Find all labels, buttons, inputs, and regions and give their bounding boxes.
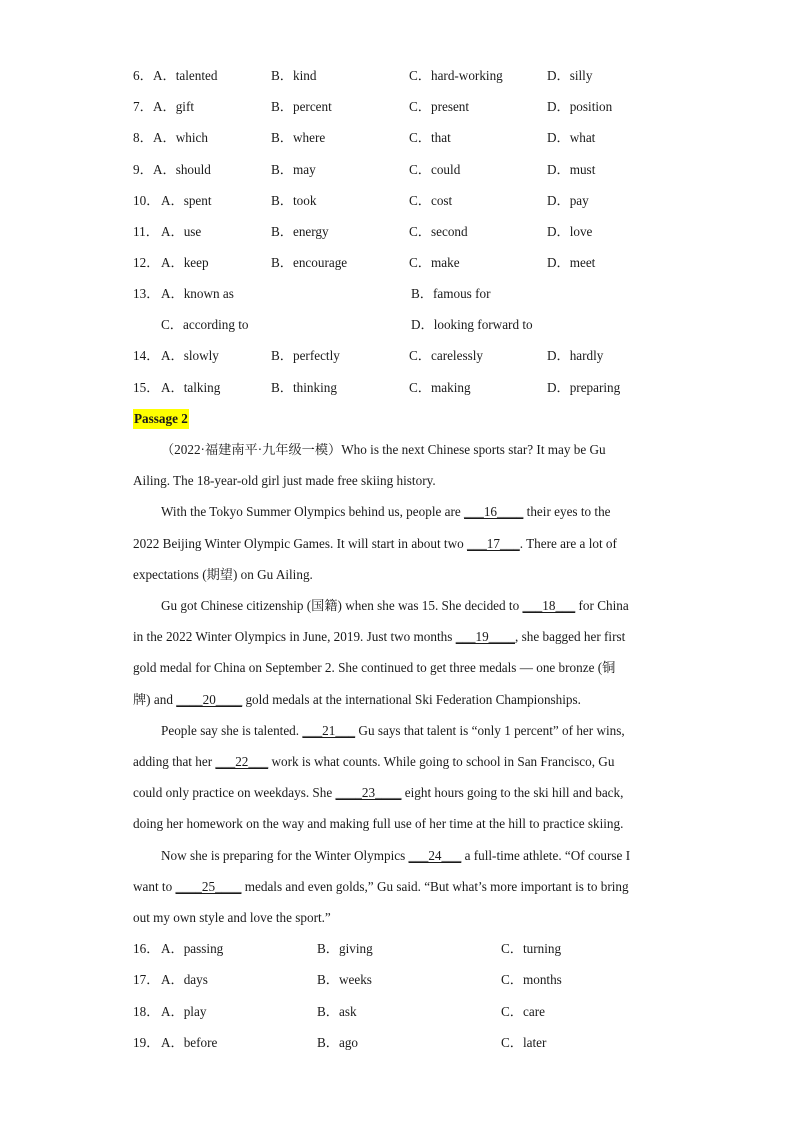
option-b: B．famous for (411, 286, 491, 301)
option-a: A．before (161, 1034, 218, 1050)
option-d: D．preparing (547, 379, 621, 395)
passage-line (161, 440, 689, 460)
question-row-13 (133, 284, 661, 304)
question-number: 8． (133, 130, 153, 146)
passage-line (133, 690, 661, 710)
question-number: 19． (133, 1034, 160, 1050)
option-a: A．known as (161, 286, 234, 301)
option-d: D．looking forward to (411, 317, 533, 332)
question-number: 7． (133, 99, 153, 115)
answer-blank: ___21___ (302, 722, 356, 738)
passage-line (133, 877, 661, 897)
question-number: 16． (133, 941, 160, 956)
passage-line (161, 596, 689, 616)
answer-blank: ___22___ (215, 754, 269, 769)
option-b: B．where (271, 130, 326, 146)
passage-text-run: People say she is talented. (161, 722, 303, 738)
passage-text-run: out my own style and love the sport.” (133, 910, 331, 925)
option-a: A．spent (161, 192, 212, 208)
option-b: B．kind (271, 68, 317, 83)
answer-blank: ___17___ (467, 535, 520, 551)
answer-blank: ___24___ (408, 847, 462, 863)
option-d: D．position (547, 99, 613, 115)
option-b: B．perfectly (271, 348, 340, 363)
option-d: D．love (547, 224, 593, 239)
passage-text-run: With the Tokyo Summer Olympics behind us, people are (161, 504, 465, 520)
option-c: C．according to (161, 317, 249, 332)
passage-text-run: 2022 Beijing Winter Olympic Games. It will start in about two (133, 535, 467, 551)
passage-text-run: work is what counts. While going to school in San Francisco, Gu (268, 754, 615, 769)
question-row (133, 66, 673, 86)
question-number: 15． (133, 379, 160, 395)
question-number: 13． (133, 286, 160, 301)
option-a: A．talking (161, 379, 221, 395)
passage-text-run: Gu got Chinese citizenship (国籍) when she was 15. She decided to (161, 598, 523, 613)
answer-blank: ____25____ (175, 878, 242, 894)
option-c: C．care (501, 1003, 545, 1019)
passage-line (133, 908, 661, 928)
passage-text-run: could only practice on weekdays. She (133, 785, 336, 801)
option-a: A．talented (153, 68, 218, 83)
option-b: B．encourage (271, 255, 348, 271)
passage-text-run: for China (575, 598, 629, 613)
passage-line (133, 565, 661, 585)
passage-text-run: Ailing. The 18-year-old girl just made free skiing history. (133, 473, 436, 489)
option-a: A．which (153, 130, 208, 146)
question-row (133, 160, 673, 180)
option-d: D．what (547, 130, 596, 146)
option-b: B．ask (317, 1003, 357, 1019)
option-c: C．cost (409, 192, 453, 208)
answer-blank: ___16____ (464, 504, 524, 520)
passage-line (133, 783, 661, 803)
option-b: B．thinking (271, 379, 337, 395)
option-c: C．later (501, 1034, 547, 1050)
option-b: B．percent (271, 99, 332, 115)
option-b: B．giving (317, 941, 373, 956)
question-number: 11． (133, 224, 159, 239)
passage-line (161, 846, 689, 866)
question-number: 14． (133, 348, 160, 363)
question-number: 6． (133, 68, 153, 83)
passage-text-run: , she bagged her first (515, 629, 626, 645)
question-row (133, 253, 673, 273)
question-row (133, 222, 673, 242)
passage-text-run: Now she is preparing for the Winter Olympics (161, 847, 409, 863)
question-row (133, 128, 673, 148)
answer-blank: ____20____ (176, 691, 243, 707)
passage-text-run: . There are a lot of (519, 535, 617, 551)
passage-title: Passage 2 (133, 409, 189, 429)
passage-line (133, 752, 661, 772)
question-number: 10． (133, 192, 160, 208)
option-b: B．may (271, 161, 316, 177)
question-number: 17． (133, 972, 160, 988)
passage-text-run: adding that her (133, 754, 216, 769)
option-d: D．pay (547, 192, 589, 208)
option-d: D．silly (547, 68, 593, 83)
option-d: D．must (547, 161, 596, 177)
passage-text-run: expectations (期望) on Gu Ailing. (133, 566, 313, 582)
passage-text-run: a full-time athlete. “Of course I (461, 847, 631, 863)
passage-text-run: 牌) and (133, 691, 177, 707)
question-row (133, 939, 673, 959)
passage-line (133, 814, 661, 834)
option-c: C．could (409, 161, 461, 177)
option-c: C．present (409, 99, 470, 115)
question-row (133, 378, 673, 398)
question-number: 12． (133, 255, 160, 271)
option-d: D．meet (547, 255, 596, 271)
passage-text-run: in the 2022 Winter Olympics in June, 2019. Just two months (133, 629, 456, 645)
option-c: C．make (409, 255, 460, 271)
passage-text-run: want to (133, 878, 176, 894)
question-row (133, 970, 673, 990)
option-c: C．that (409, 130, 451, 146)
passage-line (161, 721, 689, 741)
option-b: B．weeks (317, 972, 372, 988)
option-a: A．passing (161, 941, 224, 956)
answer-blank: ____23____ (335, 785, 402, 801)
passage-text-run: gold medal for China on September 2. She continued to get three medals — one bronze (铜 (133, 660, 616, 676)
passage-text-run: medals and even golds,” Gu said. “But what’s more important is to bring (241, 878, 629, 894)
option-a: A．play (161, 1003, 207, 1019)
answer-blank: ___19____ (455, 629, 516, 645)
option-a: A．use (161, 224, 202, 239)
question-row (133, 1033, 673, 1053)
option-c: C．second (409, 224, 468, 239)
option-a: A．should (153, 161, 211, 177)
option-b: B．took (271, 192, 317, 208)
question-row (133, 346, 673, 366)
option-c: C．carelessly (409, 348, 483, 363)
question-number: 9． (133, 161, 153, 177)
option-b: B．ago (317, 1034, 359, 1050)
option-c: C．hard-working (409, 68, 503, 83)
option-c: C．months (501, 972, 562, 988)
passage-text-run: doing her homework on the way and making full use of her time at the hill to practice skiing. (133, 816, 624, 832)
passage-line (161, 502, 689, 522)
option-a: A．slowly (161, 348, 219, 363)
passage-line (133, 471, 661, 491)
passage-line (133, 658, 661, 678)
option-a: A．gift (153, 99, 195, 115)
option-d: D．hardly (547, 348, 604, 363)
passage-text-run: eight hours going to the ski hill and back, (401, 785, 624, 801)
passage-line (133, 627, 661, 647)
passage-text-run: gold medals at the international Ski Federation Championships. (242, 691, 581, 707)
option-c: C．making (409, 379, 471, 395)
question-row-13-cont (133, 315, 661, 335)
passage-line (133, 534, 661, 554)
passage-text-run: （2022·福建南平·九年级一模）Who is the next Chinese sports star? It may be Gu (161, 442, 606, 457)
question-number: 18． (133, 1003, 160, 1019)
question-row (133, 97, 673, 117)
answer-blank: ___18___ (522, 598, 576, 613)
option-b: B．energy (271, 224, 329, 239)
option-a: A．days (161, 972, 208, 988)
question-row (133, 1002, 673, 1022)
question-row (133, 191, 673, 211)
passage-text-run: their eyes to the (523, 504, 611, 520)
option-a: A．keep (161, 255, 209, 271)
option-c: C．turning (501, 941, 562, 956)
passage-text-run: Gu says that talent is “only 1 percent” of her wins, (355, 722, 625, 738)
